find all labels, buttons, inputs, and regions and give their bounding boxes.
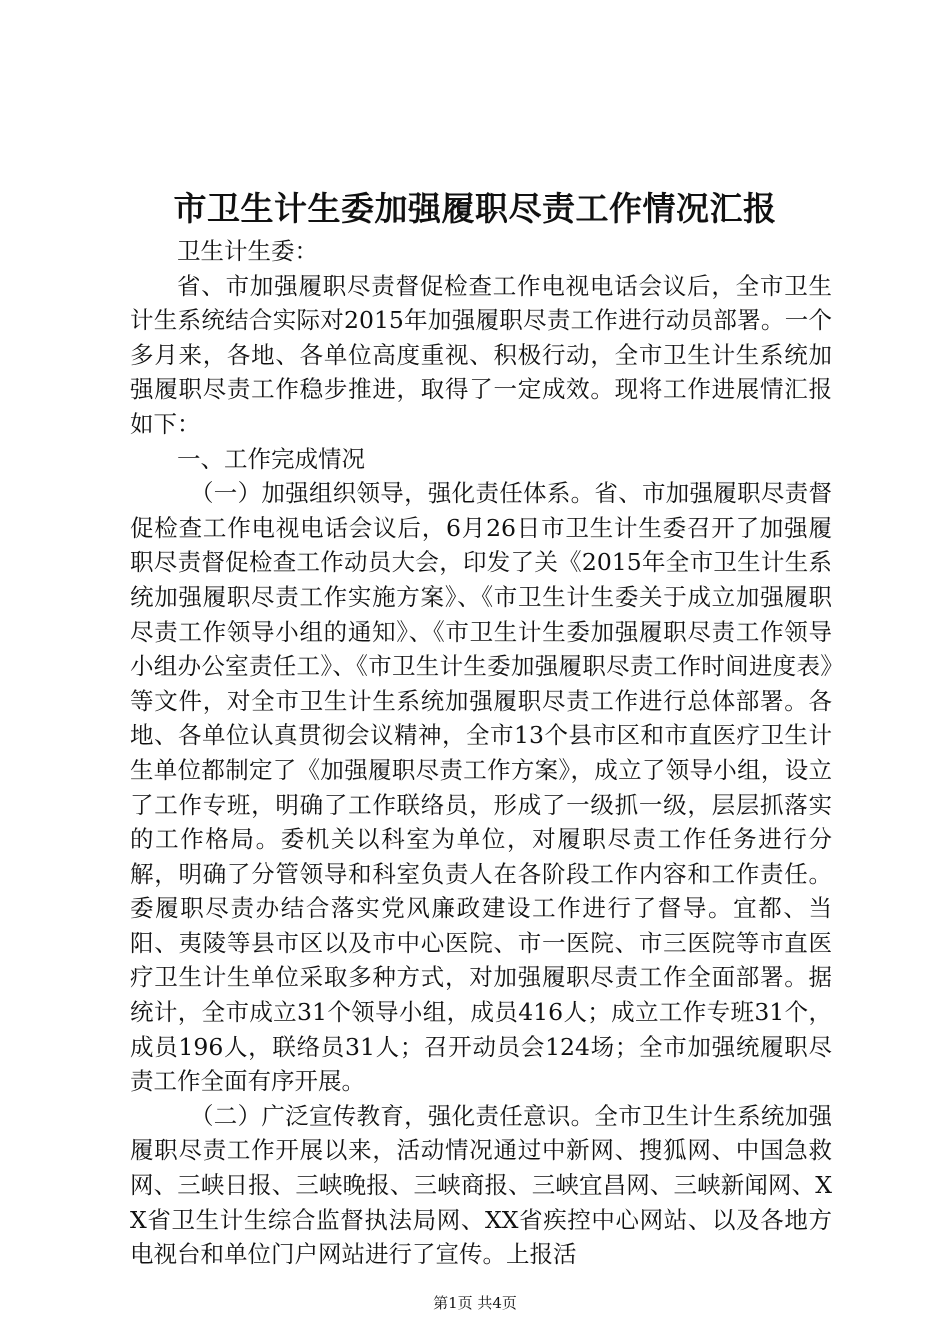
document-body <box>130 234 832 1272</box>
document-title: 市卫生计生委加强履职尽责工作情况汇报 <box>173 189 777 228</box>
paragraph-publicity: （二）广泛宣传教育，强化责任意识。全市卫生计生系统加强履职尽责工作开展以来，活动情况通过中新网、搜狐网、中国急救网、三峡日报、三峡晚报、三峡商报、三峡宜昌网、三峡新闻网、XX省卫生计生综合监督执法局网、XX省疾控中心网站、以及各地方电视台和单位门户网站进行了宣传。上报活 <box>130 1101 832 1269</box>
section-heading: 一、工作完成情况 <box>177 444 365 473</box>
page-footer: 第1页 共4页 <box>433 1294 517 1312</box>
intro-paragraph: 省、市加强履职尽责督促检查工作电视电话会议后，全市卫生计生系统结合实际对2015年加强履职尽责工作进行动员部署。一个多月来，各地、各单位高度重视、积极行动，全市卫生计生系统加强履职尽责工作稳步推进，取得了一定成效。现将工作进展情汇报如下： <box>130 271 832 438</box>
greeting-line: 卫生计生委： <box>177 237 318 265</box>
paragraph-organization: （一）加强组织领导，强化责任体系。省、市加强履职尽责督促检查工作电视电话会议后，6月26日市卫生计生委召开了加强履职尽责督促检查工作动员大会，印发了关《2015年全市卫生计生系统加强履职尽责工作实施方案》、《市卫生计生委关于成立加强履职尽责工作领导小组的通知》、《市卫生计生委加强履职尽责工作领导小组办公室责任工》、《市卫生计生委加强履职尽责工作时间进度表》等文件，对全市卫生计生系统加强履职尽责工作进行总体部署。各地、各单位认真贯彻会议精神，全市13个县市区和市直医疗卫生计生单位都制定了《加强履职尽责工作方案》，成立了领导小组，设立了工作专班，明确了工作联络员，形成了一级抓一级，层层抓落实的工作格局。委机关以科室为单位，对履职尽责工作任务进行分解，明确了分管领导和科室负责人在各阶段工作内容和工作责任。委履职尽责办结合落实党风廉政建设工作进行了督导。宜都、当阳、夷陵等县市区以及市中心医院、市一医院、市三医院等市直医疗卫生计生单位采取多种方式，对加强履职尽责工作全面部署。据统计，全市成立31个领导小组，成员416人；成立工作专班31个，成员196人，联络员31人；召开动员会124场；全市加强统履职尽责工作全面有序开展。 <box>130 479 832 1096</box>
